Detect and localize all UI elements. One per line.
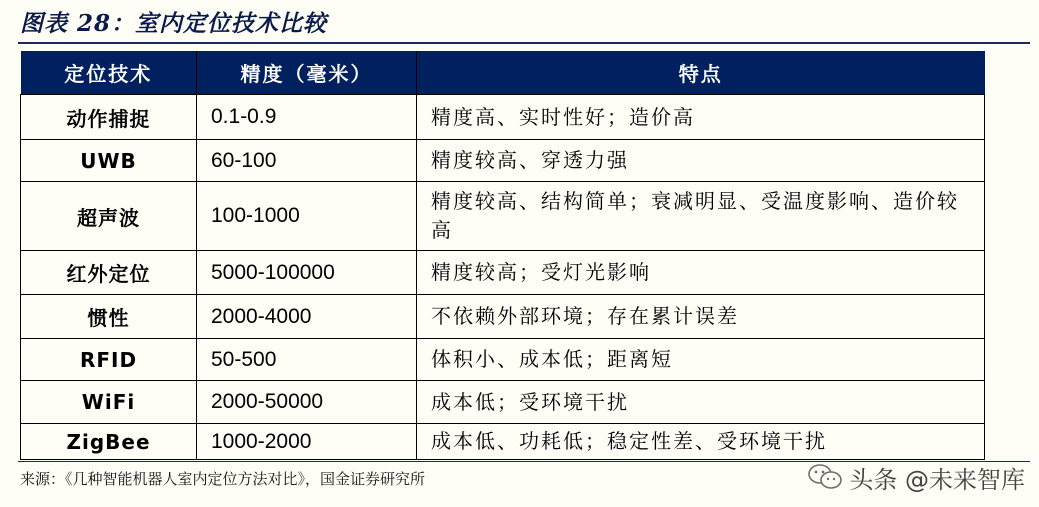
tech-cell: 超声波 xyxy=(21,182,197,251)
features-cell: 精度较高、穿透力强 xyxy=(417,140,985,182)
figure-title: 图表 28：室内定位技术比较 xyxy=(20,10,328,37)
features-cell: 成本低、功耗低；稳定性差、受环境干扰 xyxy=(417,424,985,460)
features-cell: 精度较高；受灯光影响 xyxy=(417,251,985,295)
accuracy-cell: 60-100 xyxy=(197,140,417,182)
features-cell: 精度较高、结构简单；衰减明显、受温度影响、造价较高 xyxy=(417,182,985,251)
features-cell: 精度高、实时性好；造价高 xyxy=(417,95,985,140)
tech-cell: 惯性 xyxy=(21,295,197,339)
table-row xyxy=(21,424,985,460)
features-cell: 体积小、成本低；距离短 xyxy=(417,339,985,381)
table-row xyxy=(21,182,985,251)
tech-cell: RFID xyxy=(21,339,197,381)
table-header-row xyxy=(21,51,985,95)
source-note: 来源：《几种智能机器人室内定位方法对比》，国金证券研究所 xyxy=(20,470,426,488)
title-divider xyxy=(18,42,1030,44)
accuracy-cell: 2000-50000 xyxy=(197,381,417,424)
table-row xyxy=(21,295,985,339)
header-accuracy: 精度（毫米） xyxy=(197,51,417,95)
table-row xyxy=(21,339,985,381)
wechat-icon xyxy=(807,463,843,491)
watermark xyxy=(807,456,1025,498)
features-cell: 不依赖外部环境；存在累计误差 xyxy=(417,295,985,339)
table-row xyxy=(21,251,985,295)
tech-cell: WiFi xyxy=(21,381,197,424)
accuracy-cell: 0.1-0.9 xyxy=(197,95,417,140)
accuracy-cell: 2000-4000 xyxy=(197,295,417,339)
accuracy-cell: 5000-100000 xyxy=(197,251,417,295)
header-features: 特点 xyxy=(417,51,985,95)
accuracy-cell: 1000-2000 xyxy=(197,424,417,460)
table-row xyxy=(21,140,985,182)
table-row xyxy=(21,381,985,424)
tech-cell: UWB xyxy=(21,140,197,182)
comparison-table xyxy=(20,51,985,460)
tech-cell: 动作捕捉 xyxy=(21,95,197,140)
table-row xyxy=(21,95,985,140)
tech-cell: 红外定位 xyxy=(21,251,197,295)
watermark-text: 头条 @未来智库 xyxy=(849,465,1025,494)
accuracy-cell: 50-500 xyxy=(197,339,417,381)
accuracy-cell: 100-1000 xyxy=(197,182,417,251)
tech-cell: ZigBee xyxy=(21,424,197,460)
header-tech: 定位技术 xyxy=(21,51,197,95)
features-cell: 成本低；受环境干扰 xyxy=(417,381,985,424)
